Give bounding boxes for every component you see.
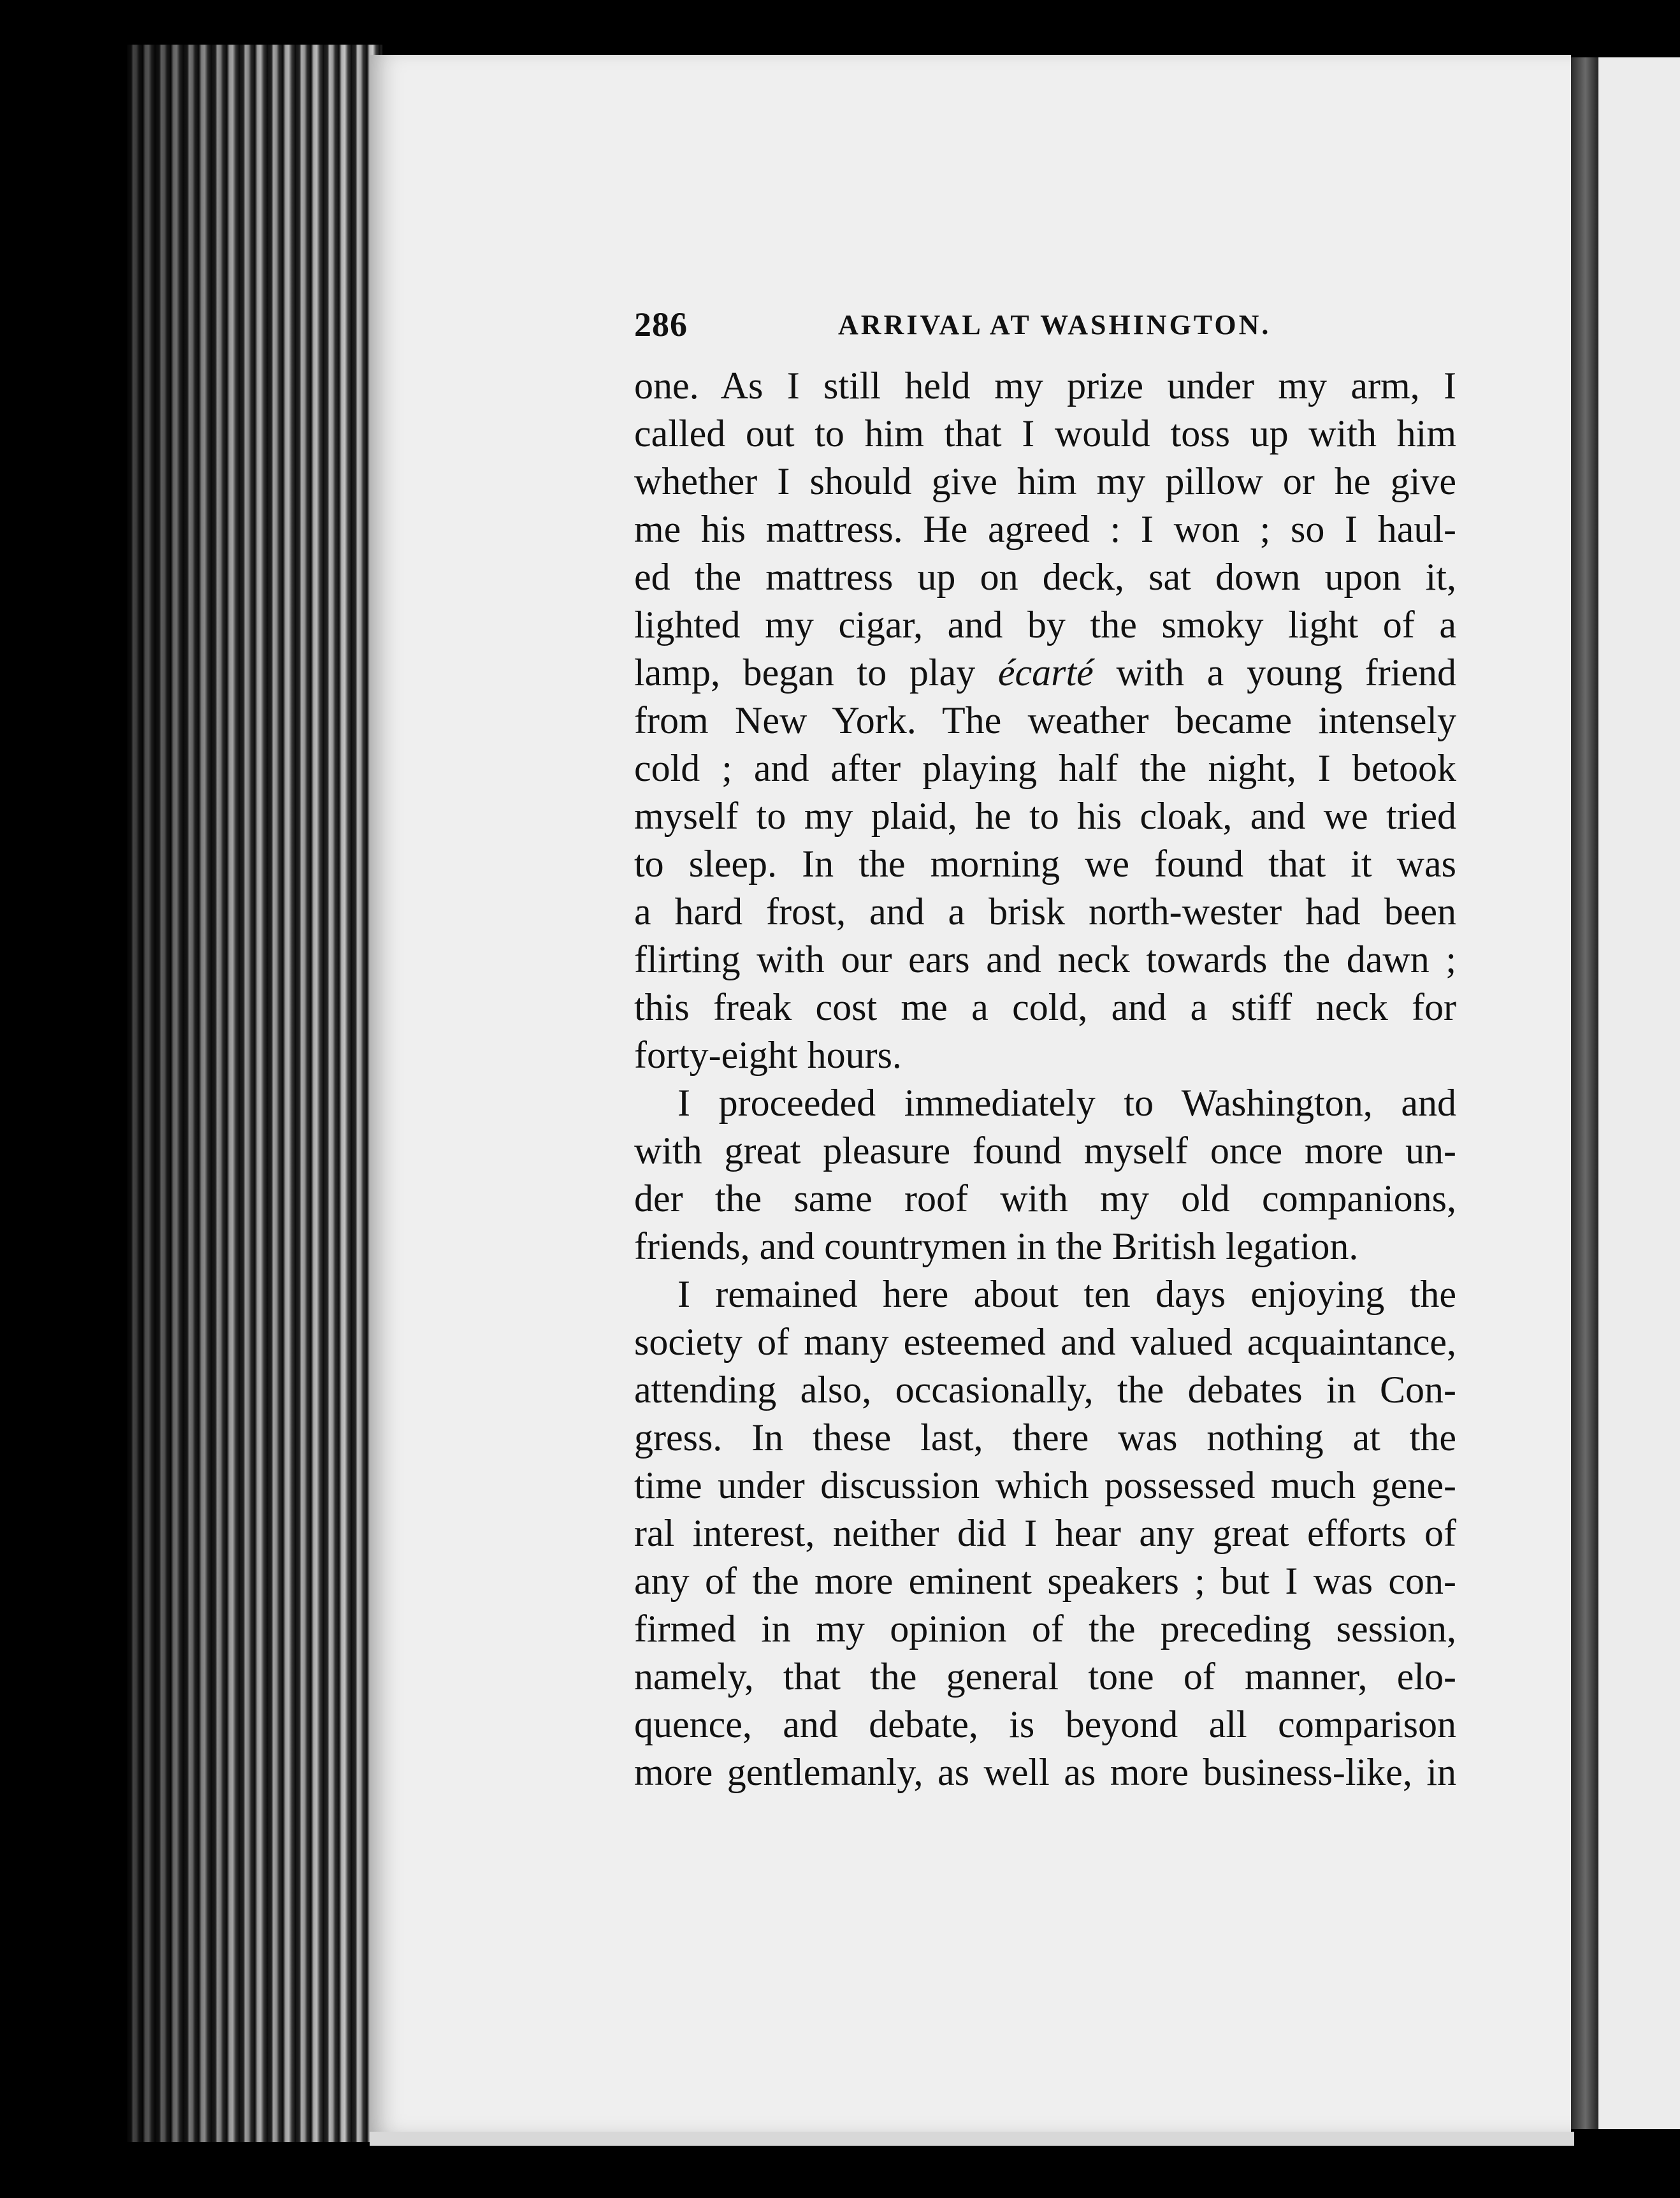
- text-line: I proceeded immediately to Washington, and: [677, 1082, 1456, 1124]
- text-line: me his mattress. He agreed : I won ; so I haul-: [634, 508, 1456, 550]
- facing-page-edge: [1598, 57, 1680, 2129]
- text-line: lamp, began to play écarté with a young friend: [634, 651, 1456, 694]
- text-line: whether I should give him my pillow or he give: [634, 460, 1456, 502]
- text-line: ral interest, neither did I hear any great efforts of: [634, 1512, 1456, 1554]
- text-line: time under discussion which possessed much gene-: [634, 1464, 1456, 1506]
- text-line: to sleep. In the morning we found that it was: [634, 843, 1456, 885]
- text-line: der the same roof with my old companions,: [634, 1177, 1456, 1219]
- text-line: flirting with our ears and neck towards the dawn ;: [634, 938, 1456, 980]
- text-line: gress. In these last, there was nothing at the: [634, 1416, 1456, 1459]
- text-line: myself to my plaid, he to his cloak, and we tried: [634, 795, 1456, 837]
- text-line: forty-eight hours.: [634, 1034, 902, 1076]
- text-line: more gentlemanly, as well as more business-like, in: [634, 1751, 1456, 1793]
- text-line: called out to him that I would toss up with him: [634, 412, 1456, 455]
- text-line: this freak cost me a cold, and a stiff neck for: [634, 986, 1456, 1028]
- text-line: society of many esteemed and valued acquaintance,: [634, 1321, 1456, 1363]
- text-line: friends, and countrymen in the British legation.: [634, 1225, 1359, 1267]
- gutter: [1571, 57, 1600, 2129]
- text-line: a hard frost, and a brisk north-wester had been: [634, 891, 1456, 933]
- text-line: ed the mattress up on deck, sat down upon it,: [634, 556, 1456, 598]
- text-line: lighted my cigar, and by the smoky light of a: [634, 604, 1456, 646]
- text-line: quence, and debate, is beyond all comparison: [634, 1703, 1456, 1745]
- text-line: one. As I still held my prize under my arm, I: [634, 365, 1456, 407]
- text-line: any of the more eminent speakers ; but I was con-: [634, 1560, 1456, 1602]
- paragraph-2: [634, 1079, 1456, 1270]
- text-line: from New York. The weather became intensely: [634, 699, 1456, 741]
- text-line: with great pleasure found myself once more un-: [634, 1130, 1456, 1172]
- text-line: firmed in my opinion of the preceding session,: [634, 1608, 1456, 1650]
- text-line: cold ; and after playing half the night, I betook: [634, 747, 1456, 789]
- body-text: [634, 362, 1456, 1796]
- page-edges-shadow: [127, 45, 382, 2142]
- text-line: I remained here about ten days enjoying the: [677, 1273, 1456, 1315]
- running-head: ARRIVAL AT WASHINGTON.: [838, 309, 1271, 340]
- italic-word: écarté: [997, 651, 1094, 694]
- page-number: 286: [634, 305, 688, 344]
- paragraph-3: [634, 1270, 1456, 1796]
- page-header: [634, 305, 1456, 343]
- page-bottom-edge: [370, 2132, 1574, 2146]
- paragraph-1: [634, 362, 1456, 1079]
- text-line: namely, that the general tone of manner, elo-: [634, 1656, 1456, 1698]
- text-line: attending also, occasionally, the debates in Con-: [634, 1369, 1456, 1411]
